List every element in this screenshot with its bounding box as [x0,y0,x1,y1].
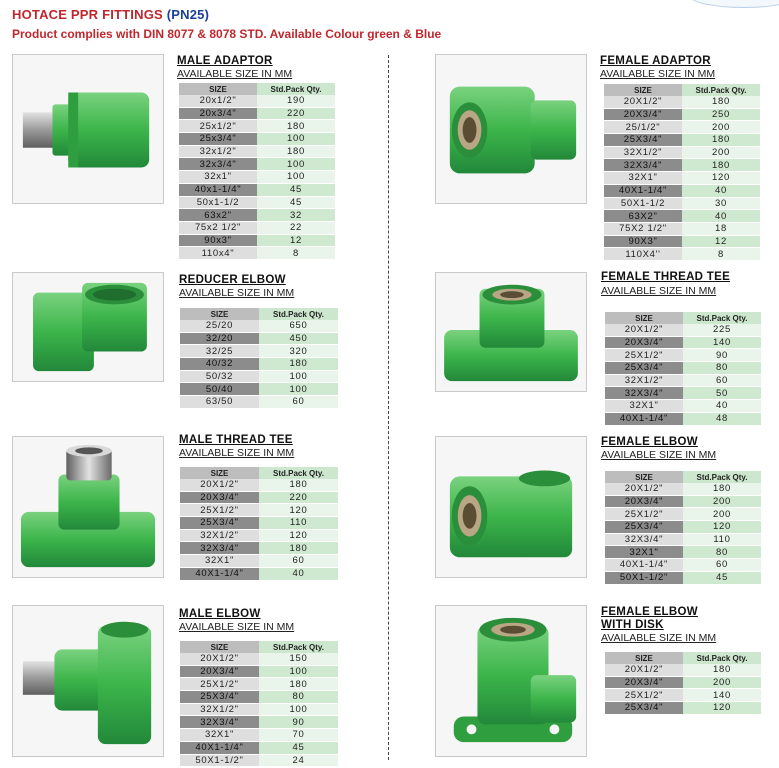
table-row [605,362,761,375]
qty-cell: 450 [259,332,338,345]
qty-cell: 80 [683,362,761,375]
qty-cell: 30 [682,197,760,210]
table-row [604,248,760,261]
female-adaptor-table [604,84,760,261]
qty-cell: 100 [259,665,338,678]
qty-cell: 22 [257,221,335,234]
size-cell: 110x4" [179,247,257,260]
size-cell: 40X1-1/4" [180,741,259,754]
qty-cell: 150 [259,653,338,665]
size-cell: 90x3" [179,234,257,247]
size-header: SIZE [179,83,257,95]
female-adaptor-subtitle: AVAILABLE SIZE IN MM [600,68,716,80]
size-cell: 32x3/4" [179,158,257,171]
qty-cell: 24 [259,754,338,767]
qty-cell: 45 [259,741,338,754]
size-cell: 20X3/4" [180,665,259,678]
male-elbow-fitting-icon [12,605,164,757]
table-row [180,754,338,767]
qty-header: Std.Pack Qty. [683,652,761,664]
qty-cell: 40 [682,184,760,197]
qty-cell: 40 [259,567,338,580]
size-cell: 90X3" [604,235,682,248]
qty-cell: 180 [682,96,760,108]
table-row [180,542,338,555]
qty-cell: 90 [683,349,761,362]
qty-header: Std.Pack Qty. [259,467,338,479]
qty-cell: 60 [259,396,338,409]
female-elbow-subtitle: AVAILABLE SIZE IN MM [601,449,717,461]
table-row [179,158,335,171]
qty-cell: 32 [257,209,335,222]
size-cell: 50X1-1/2 [604,197,682,210]
table-row [604,197,760,210]
qty-cell: 180 [259,479,338,491]
male-elbow-subtitle: AVAILABLE SIZE IN MM [179,621,295,633]
size-cell: 20X1/2" [180,653,259,665]
column-divider [388,55,389,760]
table-row [605,349,761,362]
table-row [180,345,338,358]
table-row [180,479,338,491]
qty-cell: 180 [257,145,335,158]
table-row [179,234,335,247]
female-elbow-fitting-icon [435,436,587,578]
table-row [605,508,761,521]
qty-cell: 180 [259,358,338,371]
qty-cell: 200 [683,676,761,689]
size-cell: 40X1-1/4" [605,412,683,425]
table-row [605,400,761,413]
size-cell: 25/20 [180,320,259,332]
table-row [180,396,338,409]
size-header: SIZE [605,652,683,664]
reducer-elbow-subtitle: AVAILABLE SIZE IN MM [179,287,295,299]
qty-cell: 180 [259,542,338,555]
size-header: SIZE [604,84,682,96]
female-elbow-title: FEMALE ELBOW [601,436,698,448]
table-row [180,567,338,580]
qty-cell: 180 [683,483,761,495]
table-row [605,387,761,400]
qty-cell: 120 [682,172,760,185]
size-cell: 50/40 [180,383,259,396]
size-cell: 40X1-1/4" [604,184,682,197]
table-row [605,521,761,534]
size-cell: 25X1/2" [605,689,683,702]
table-row [605,533,761,546]
table-row [605,374,761,387]
table-row [605,664,761,676]
qty-header: Std.Pack Qty. [259,641,338,653]
size-cell: 32X1" [180,555,259,568]
female-elbow-disk-subtitle: AVAILABLE SIZE IN MM [601,632,717,644]
qty-cell: 100 [259,370,338,383]
size-cell: 110X4'' [604,248,682,261]
size-cell: 40X1-1/4" [180,567,259,580]
qty-cell: 40 [683,400,761,413]
female-thread-tee-title: FEMALE THREAD TEE [601,271,731,283]
table-row [180,358,338,371]
table-row [179,107,335,120]
table-row [604,146,760,159]
size-cell: 25X3/4" [180,517,259,530]
qty-cell: 140 [683,336,761,349]
size-cell: 32X3/4" [180,542,259,555]
qty-cell: 8 [682,248,760,261]
qty-cell: 100 [257,158,335,171]
table-row [605,702,761,715]
size-cell: 32X3/4" [180,716,259,729]
table-row [605,559,761,572]
size-cell: 20x3/4" [179,107,257,120]
table-row [180,716,338,729]
qty-cell: 48 [683,412,761,425]
qty-cell: 180 [682,134,760,147]
size-cell: 32X1" [605,400,683,413]
qty-header: Std.Pack Qty. [682,84,760,96]
corner-decoration [688,0,779,8]
qty-cell: 18 [682,222,760,235]
table-row [180,383,338,396]
qty-cell: 100 [257,171,335,184]
size-cell: 32X3/4" [604,159,682,172]
qty-cell: 60 [683,374,761,387]
male-thread-tee-table [180,467,338,581]
qty-cell: 80 [259,691,338,704]
male-adaptor-title: MALE ADAPTOR [177,55,273,67]
size-cell: 20X3/4" [604,108,682,121]
qty-cell: 12 [257,234,335,247]
qty-cell: 110 [259,517,338,530]
size-cell: 32x1/2" [179,145,257,158]
qty-cell: 45 [683,571,761,584]
table-row [179,133,335,146]
size-cell: 25x1/2" [179,120,257,133]
table-row [180,678,338,691]
table-row [180,332,338,345]
table-row [604,222,760,235]
qty-cell: 320 [259,345,338,358]
size-cell: 75X2 1/2" [604,222,682,235]
table-row [605,324,761,336]
reducer-elbow-table [180,308,338,409]
table-row [180,729,338,742]
table-row [604,121,760,134]
qty-cell: 70 [259,729,338,742]
qty-cell: 220 [259,491,338,504]
qty-cell: 225 [683,324,761,336]
table-row [180,691,338,704]
size-cell: 40X1-1/4" [605,559,683,572]
size-cell: 25X3/4" [605,362,683,375]
size-header: SIZE [180,641,259,653]
male-elbow-title: MALE ELBOW [179,608,261,620]
table-row [605,495,761,508]
size-cell: 20X3/4" [180,491,259,504]
size-cell: 63x2" [179,209,257,222]
qty-cell: 45 [257,196,335,209]
male-thread-tee-subtitle: AVAILABLE SIZE IN MM [179,447,295,459]
table-row [179,95,335,107]
qty-cell: 200 [683,495,761,508]
size-cell: 25/1/2" [604,121,682,134]
male-adaptor-fitting-icon [12,54,164,204]
qty-cell: 40 [682,210,760,223]
table-row [179,171,335,184]
qty-header: Std.Pack Qty. [257,83,335,95]
reducer-elbow-fitting-icon [12,272,164,382]
table-row [180,320,338,332]
table-row [180,504,338,517]
qty-header: Std.Pack Qty. [683,312,761,324]
size-cell: 50/32 [180,370,259,383]
pressure-rating: (PN25) [166,7,210,22]
size-header: SIZE [605,471,683,483]
size-cell: 40/32 [180,358,259,371]
size-header: SIZE [180,467,259,479]
qty-cell: 60 [259,555,338,568]
qty-cell: 8 [257,247,335,260]
qty-header: Std.Pack Qty. [259,308,338,320]
table-row [180,653,338,665]
table-row [180,517,338,530]
qty-cell: 12 [682,235,760,248]
table-row [180,703,338,716]
size-header: SIZE [180,308,259,320]
qty-cell: 80 [683,546,761,559]
table-row [605,689,761,702]
table-row [604,210,760,223]
table-row [604,96,760,108]
male-elbow-table [180,641,338,767]
size-cell: 25X1/2" [605,349,683,362]
size-cell: 50X1-1/2" [180,754,259,767]
qty-cell: 250 [682,108,760,121]
table-row [604,172,760,185]
size-cell: 20X1/2" [605,664,683,676]
qty-cell: 200 [682,121,760,134]
size-cell: 32X1" [604,172,682,185]
table-row [180,370,338,383]
size-cell: 32X1" [605,546,683,559]
size-cell: 20X1/2" [605,324,683,336]
size-cell: 32X1/2" [605,374,683,387]
female-elbow-disk-title: FEMALE ELBOW WITH DISK [601,606,698,631]
qty-cell: 200 [683,508,761,521]
size-cell: 20X1/2" [604,96,682,108]
qty-header: Std.Pack Qty. [683,471,761,483]
male-adaptor-table [179,83,335,260]
table-row [179,221,335,234]
size-cell: 25X3/4" [604,134,682,147]
qty-cell: 100 [259,703,338,716]
table-row [604,159,760,172]
size-cell: 63/50 [180,396,259,409]
size-cell: 32X1/2" [180,703,259,716]
size-cell: 20X1/2" [605,483,683,495]
page-subtitle: Product complies with DIN 8077 & 8078 STD. Available Colour green & Blue [12,27,442,41]
qty-cell: 180 [682,159,760,172]
size-cell: 50x1-1/2 [179,196,257,209]
table-row [179,183,335,196]
size-cell: 32/25 [180,345,259,358]
qty-cell: 180 [683,664,761,676]
size-cell: 75x2 1/2" [179,221,257,234]
qty-cell: 180 [257,120,335,133]
male-thread-tee-title: MALE THREAD TEE [179,434,293,446]
qty-cell: 120 [683,521,761,534]
table-row [180,529,338,542]
qty-cell: 50 [683,387,761,400]
size-cell: 20X3/4" [605,676,683,689]
qty-cell: 120 [259,529,338,542]
table-row [605,571,761,584]
qty-cell: 100 [259,383,338,396]
qty-cell: 140 [683,689,761,702]
table-row [179,120,335,133]
qty-cell: 45 [257,183,335,196]
female-thread-tee-fitting-icon [435,272,587,392]
table-row [179,247,335,260]
qty-cell: 180 [259,678,338,691]
female-adaptor-title: FEMALE ADAPTOR [600,55,711,67]
size-cell: 25X3/4" [605,702,683,715]
page-title: HOTACE PPR FITTINGS (PN25) [12,7,210,22]
table-row [180,741,338,754]
table-row [179,145,335,158]
table-row [604,235,760,248]
size-cell: 25X3/4" [180,691,259,704]
qty-cell: 90 [259,716,338,729]
size-cell: 32/20 [180,332,259,345]
table-row [180,491,338,504]
reducer-elbow-title: REDUCER ELBOW [179,274,286,286]
qty-cell: 220 [257,107,335,120]
qty-cell: 200 [682,146,760,159]
table-row [604,184,760,197]
qty-cell: 60 [683,559,761,572]
table-row [180,555,338,568]
female-adaptor-fitting-icon [435,54,587,204]
size-cell: 32X1/2" [604,146,682,159]
size-cell: 20X1/2" [180,479,259,491]
qty-cell: 120 [683,702,761,715]
table-row [605,483,761,495]
size-cell: 32X3/4" [605,533,683,546]
size-cell: 63X2" [604,210,682,223]
qty-cell: 110 [683,533,761,546]
qty-cell: 190 [257,95,335,107]
table-row [179,196,335,209]
size-cell: 32X1" [180,729,259,742]
size-cell: 20x1/2" [179,95,257,107]
table-row [604,134,760,147]
table-row [605,412,761,425]
female-elbow-table [605,471,761,585]
table-row [179,209,335,222]
size-cell: 32x1" [179,171,257,184]
table-row [604,108,760,121]
female-elbow-disk-fitting-icon [435,605,587,757]
size-cell: 32X3/4" [605,387,683,400]
female-thread-tee-subtitle: AVAILABLE SIZE IN MM [601,285,717,297]
table-row [605,546,761,559]
male-thread-tee-fitting-icon [12,436,164,578]
size-cell: 25X1/2" [180,678,259,691]
size-cell: 25X1/2" [180,504,259,517]
size-cell: 32X1/2" [180,529,259,542]
male-adaptor-subtitle: AVAILABLE SIZE IN MM [177,68,293,80]
size-header: SIZE [605,312,683,324]
table-row [605,336,761,349]
qty-cell: 120 [259,504,338,517]
qty-cell: 650 [259,320,338,332]
table-row [605,676,761,689]
size-cell: 40x1-1/4" [179,183,257,196]
female-thread-tee-table [605,312,761,426]
size-cell: 20X3/4" [605,336,683,349]
size-cell: 25X3/4" [605,521,683,534]
size-cell: 25x3/4" [179,133,257,146]
size-cell: 50X1-1/2" [605,571,683,584]
female-elbow-disk-table [605,652,761,715]
size-cell: 25X1/2" [605,508,683,521]
qty-cell: 100 [257,133,335,146]
table-row [180,665,338,678]
size-cell: 20X3/4" [605,495,683,508]
